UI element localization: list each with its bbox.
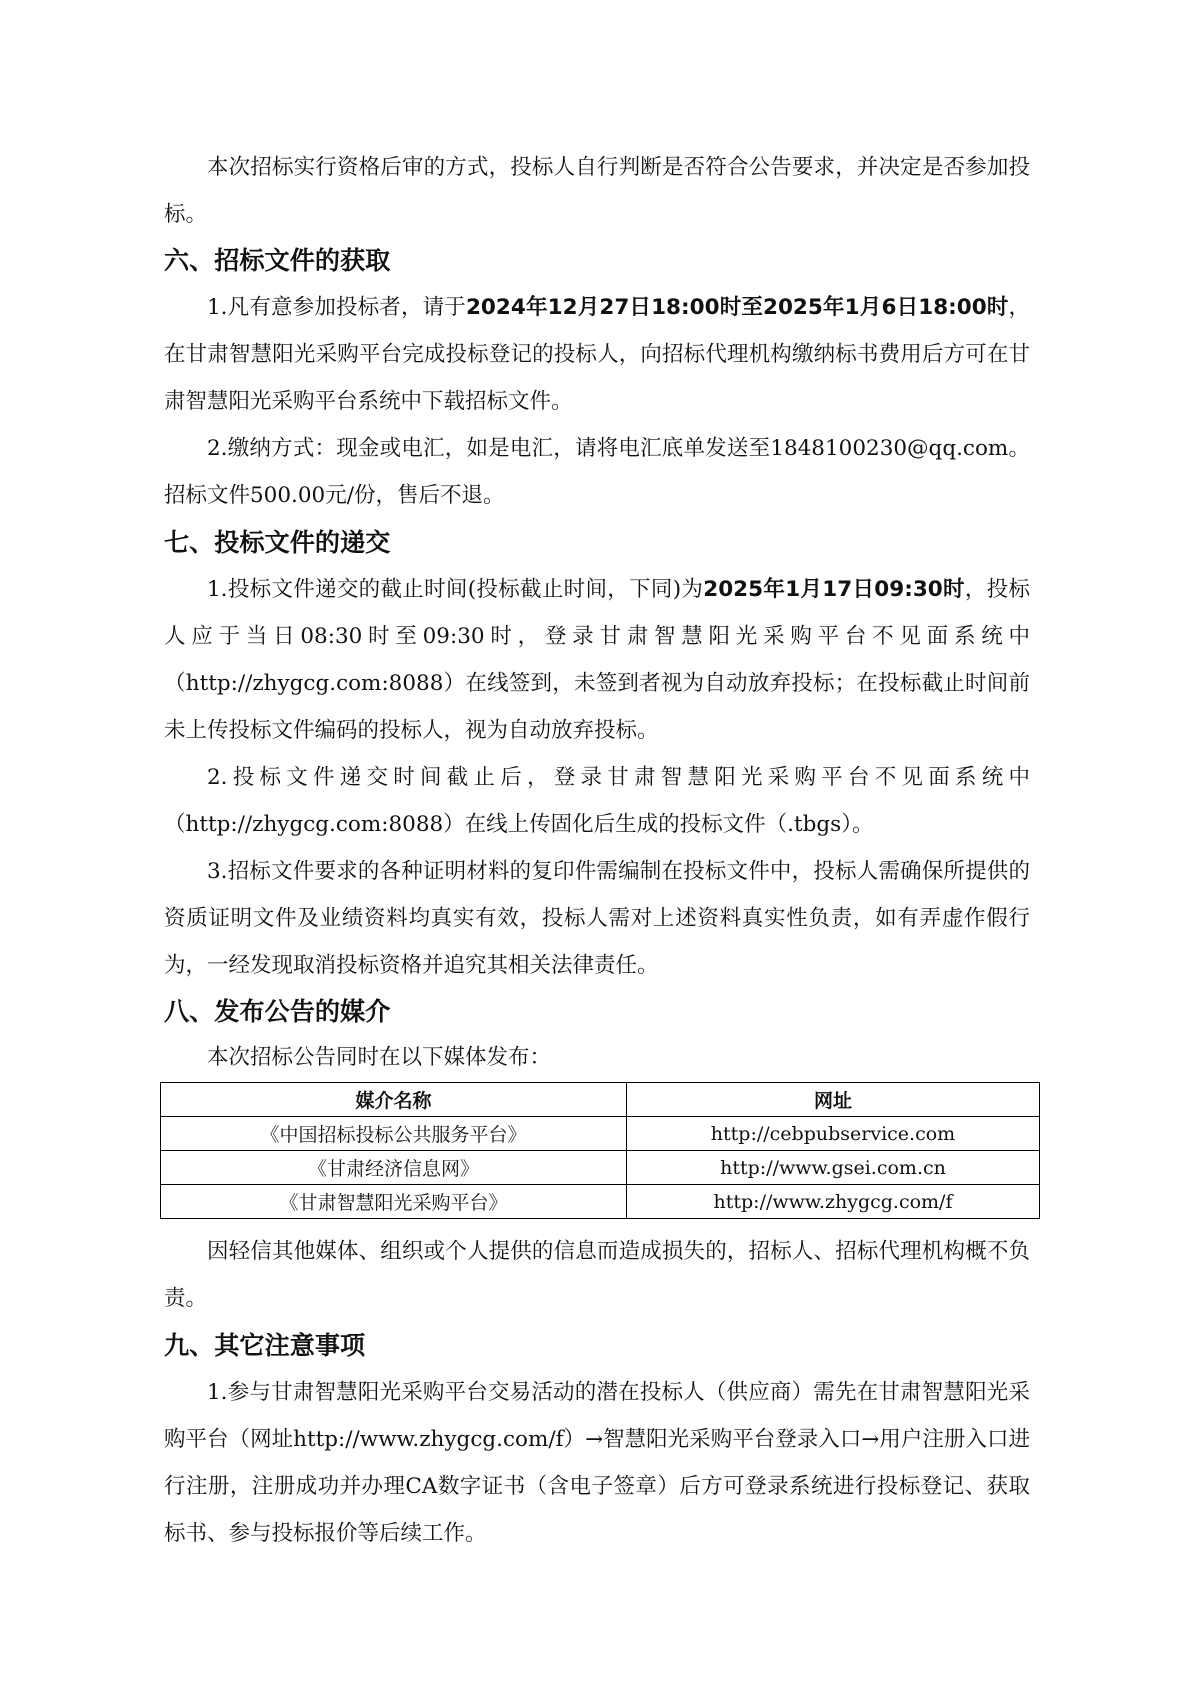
- section-6-heading: 六、招标文件的获取: [164, 246, 391, 275]
- table-row: [161, 1151, 1040, 1185]
- media-intro: 本次招标公告同时在以下媒体发布：: [207, 1045, 552, 1070]
- s7-item1-prefix: 1.投标文件递交的截止时间(投标截止时间，下同)为: [207, 577, 704, 602]
- section-9-item-1: 1.参与甘肃智慧阳光采购平台交易活动的潜在投标人（供应商）需先在甘肃智慧阳光采购平台（网址http://www.zhygcg.com/f）→智慧阳光采购平台登录入口→用户注册入口进行注册，注册成功并办理CA数字证书（含电子签章）后方可登录系统进行投标登记、获取标书、参与投标报价等后续工作。: [164, 1380, 1030, 1546]
- qualification-paragraph: 本次招标实行资格后审的方式，投标人自行判断是否符合公告要求，并决定是否参加投标。: [164, 155, 1030, 227]
- header-url: 网址: [627, 1083, 1040, 1117]
- section-7-item-2: 2.投标文件递交时间截止后，登录甘肃智慧阳光采购平台不见面系统中（http://zhygcg.com:8088）在线上传固化后生成的投标文件（.tbgs）。: [164, 765, 1030, 837]
- section-6-item-2: 2.缴纳方式：现金或电汇，如是电汇，请将电汇底单发送至1848100230@qq.com。招标文件500.00元/份，售后不退。: [164, 436, 1030, 508]
- section-7-item-1: [164, 566, 1030, 754]
- media-url-cell: http://www.gsei.com.cn: [627, 1151, 1040, 1185]
- disclaimer-paragraph: 因轻信其他媒体、组织或个人提供的信息而造成损失的，招标人、招标代理机构概不负责。: [164, 1239, 1030, 1311]
- media-name-cell: 《甘肃经济信息网》: [161, 1151, 627, 1185]
- s7-item1-rest: ，投标人应于当日08:30时至09:30时，登录甘肃智慧阳光采购平台不见面系统中（http://zhygcg.com:8088）在线签到，未签到者视为自动放弃投标；在投标截止时间前未上传投标文件编码的投标人，视为自动放弃投标。: [164, 577, 1030, 743]
- header-media-name: 媒介名称: [161, 1083, 627, 1117]
- media-name-cell: 《中国招标投标公共服务平台》: [161, 1117, 627, 1151]
- s6-item1-deadline: 2024年12月27日18:00时至2025年1月6日18:00时: [465, 295, 1009, 320]
- table-row: [161, 1117, 1040, 1151]
- media-url-cell: http://www.zhygcg.com/f: [627, 1185, 1040, 1219]
- section-7-item-3: 3.招标文件要求的各种证明材料的复印件需编制在投标文件中，投标人需确保所提供的资质证明文件及业绩资料均真实有效，投标人需对上述资料真实性负责，如有弄虚作假行为，一经发现取消投标资格并追究其相关法律责任。: [164, 859, 1030, 978]
- media-url-cell: http://cebpubservice.com: [627, 1117, 1040, 1151]
- section-7-heading: 七、投标文件的递交: [164, 528, 391, 557]
- s7-item1-deadline: 2025年1月17日09:30时: [703, 577, 965, 602]
- section-9-heading: 九、其它注意事项: [164, 1331, 366, 1360]
- s6-item1-rest: ，在甘肃智慧阳光采购平台完成投标登记的投标人，向招标代理机构缴纳标书费用后方可在甘肃智慧阳光采购平台系统中下载招标文件。: [164, 295, 1031, 414]
- s6-item1-prefix: 1.凡有意参加投标者，请于: [207, 295, 466, 320]
- media-table: [160, 1082, 1040, 1219]
- section-8-heading: 八、发布公告的媒介: [164, 997, 391, 1026]
- table-row: [161, 1185, 1040, 1219]
- media-table-header-row: [161, 1083, 1040, 1117]
- media-name-cell: 《甘肃智慧阳光采购平台》: [161, 1185, 627, 1219]
- section-6-item-1: [164, 284, 1030, 425]
